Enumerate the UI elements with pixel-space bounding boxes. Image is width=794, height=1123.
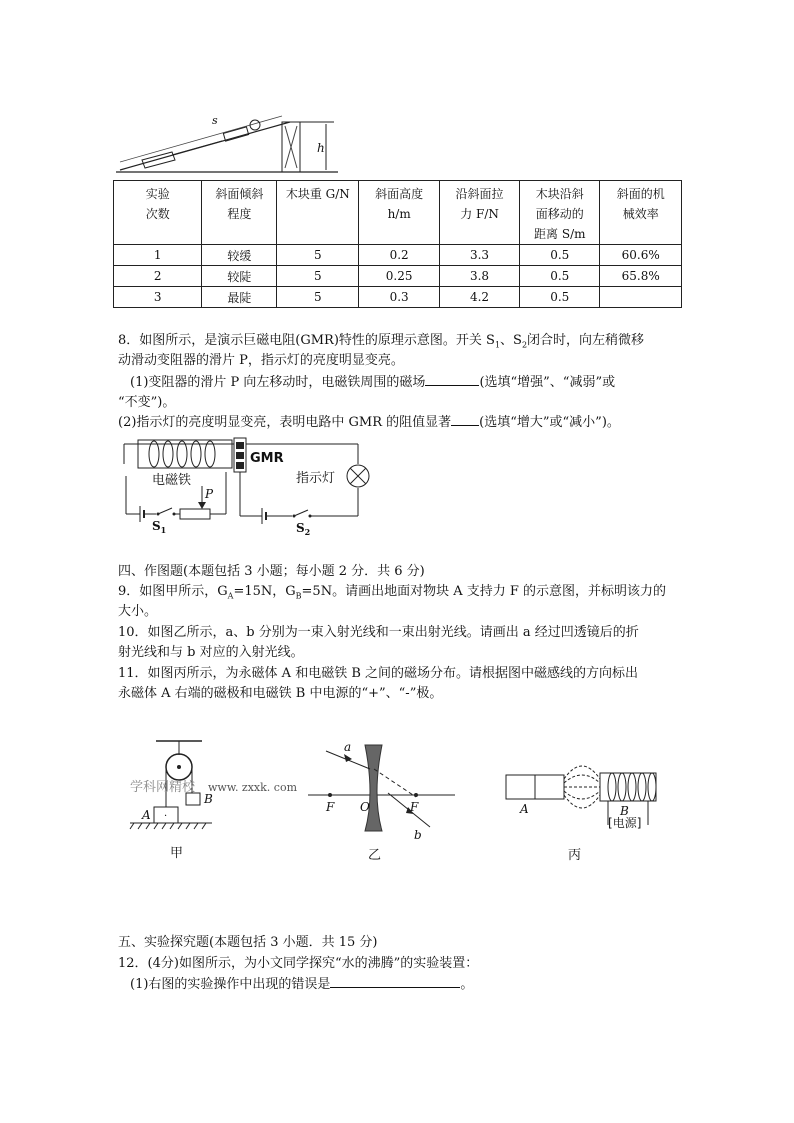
focus-left-label: F [326,800,335,814]
table-cell: 5 [277,266,359,287]
q10-line1: 10．如图乙所示，a、b 分别为一束入射光线和一束出射光线。请画出 a 经过凹透镜后的折 [118,625,639,640]
table-cell: 3.3 [439,245,519,266]
watermark-url: www. zxxk. com [208,781,298,794]
block-b-label: B [204,792,213,806]
q12-line: 12．(4分)如图所示，为小文同学探究“水的沸腾”的实验装置： [118,956,479,971]
q8-part1: (1)变阻器的滑片 P 向左移动时，电磁铁周围的磁场 (选填“增强”、“减弱”或 [130,375,616,390]
magnet-a-label: A [520,802,529,816]
ramp-h-label: h [317,141,325,155]
gmr-circuit-figure [116,436,376,540]
section5-title: 五、实验探究题(本题包括 3 小题．共 15 分) [118,935,378,950]
table-cell: 65.8% [600,266,682,287]
q8-part1-cont: “不变”)。 [118,395,176,410]
watermark-text: 学科网精校 [130,780,196,795]
table-cell: 0.5 [520,245,600,266]
q8-line2: 动滑动变阻器的滑片 P，指示灯的亮度明显变亮。 [118,353,404,368]
block-a-label: A [142,808,151,822]
concave-lens-icon [365,745,382,831]
table-cell: 60.6% [600,245,682,266]
focus-right-label: F [410,800,419,814]
table-cell: 最陡 [202,287,277,308]
table-cell: 5 [277,287,359,308]
table-cell: 0.25 [359,266,440,287]
experiment-table [113,180,682,308]
table-cell: 4.2 [439,287,519,308]
header-cell: 沿斜面拉 力 F/N [439,181,519,245]
header-cell: 斜面倾斜 程度 [202,181,277,245]
bing-caption: 丙 [568,848,582,863]
gmr-label: GMR [250,451,284,466]
table-cell: 0.3 [359,287,440,308]
ramp-s-label: s [212,114,218,127]
inclined-plane-figure [112,110,342,178]
figure-yi [300,735,460,865]
table-cell: 0.5 [520,287,600,308]
table-cell: 0.5 [520,266,600,287]
header-cell: 斜面的机 械效率 [600,181,682,245]
table-cell: 1 [114,245,202,266]
table-cell: 较陡 [202,266,277,287]
power-source-label: [电源] [608,816,642,830]
table-cell [600,287,682,308]
figure-jia [120,735,320,865]
s2-label: $S_2$ [296,521,311,537]
q8-part2: (2)指示灯的亮度明显变亮，表明电路中 GMR 的阻值显著 (选填“增大”或“减小”)。 [118,415,620,430]
header-cell: 木块沿斜 面移动的 距离 S/m [520,181,600,245]
q9-line1: 9．如图甲所示，$G_A=15N$，$G_B=5N$。请画出地面对物块 A 支持力 F 的示意图，并标明该力的 [118,584,667,601]
table-cell: 5 [277,245,359,266]
s1-label: $S_1$ [152,519,167,535]
q11-line1: 11．如图丙所示，为永磁体 A 和电磁铁 B 之间的磁场分布。请根据图中磁感线的方向标出 [118,666,639,681]
q9-line2: 大小。 [118,604,158,619]
section4-title: 四、作图题(本题包括 3 小题；每小题 2 分．共 6 分) [118,564,425,579]
q11-line2: 永磁体 A 右端的磁极和电磁铁 B 中电源的“+”、“-”极。 [118,686,443,701]
electromagnet-b-label: B [620,804,629,818]
header-cell: 木块重 G/N [277,181,359,245]
table-cell: 3 [114,287,202,308]
jia-caption: 甲 [170,846,184,861]
table-row [114,245,682,266]
figure-bing [500,735,680,865]
electromagnet-label: 电磁铁 [152,473,192,488]
slider-p-label: P [205,487,214,501]
q8-line1: 8．如图所示，是演示巨磁电阻(GMR)特性的原理示意图。开关 $S_1$、$S_2$闭合时，向左稍微移 [118,333,645,350]
yi-caption: 乙 [368,848,382,863]
q12-part1: (1)右图的实验操作中出现的错误是 。 [130,977,474,992]
table-cell: 较缓 [202,245,277,266]
ray-a-label: a [344,740,352,754]
header-cell: 斜面高度 h/m [359,181,440,245]
table-header-row [114,181,682,245]
header-cell: 实验 次数 [114,181,202,245]
lamp-label: 指示灯 [296,471,336,486]
answer-blank[interactable] [451,425,479,426]
ray-b-label: b [414,828,422,842]
q10-line2: 射光线和与 b 对应的入射光线。 [118,645,304,660]
table-row [114,287,682,308]
answer-blank[interactable] [330,987,460,988]
answer-blank[interactable] [425,385,479,386]
table-cell: 3.8 [439,266,519,287]
table-cell: 0.2 [359,245,440,266]
table-cell: 2 [114,266,202,287]
table-row [114,266,682,287]
optical-center-label: O [360,800,370,814]
svg-text:·: · [164,811,168,822]
